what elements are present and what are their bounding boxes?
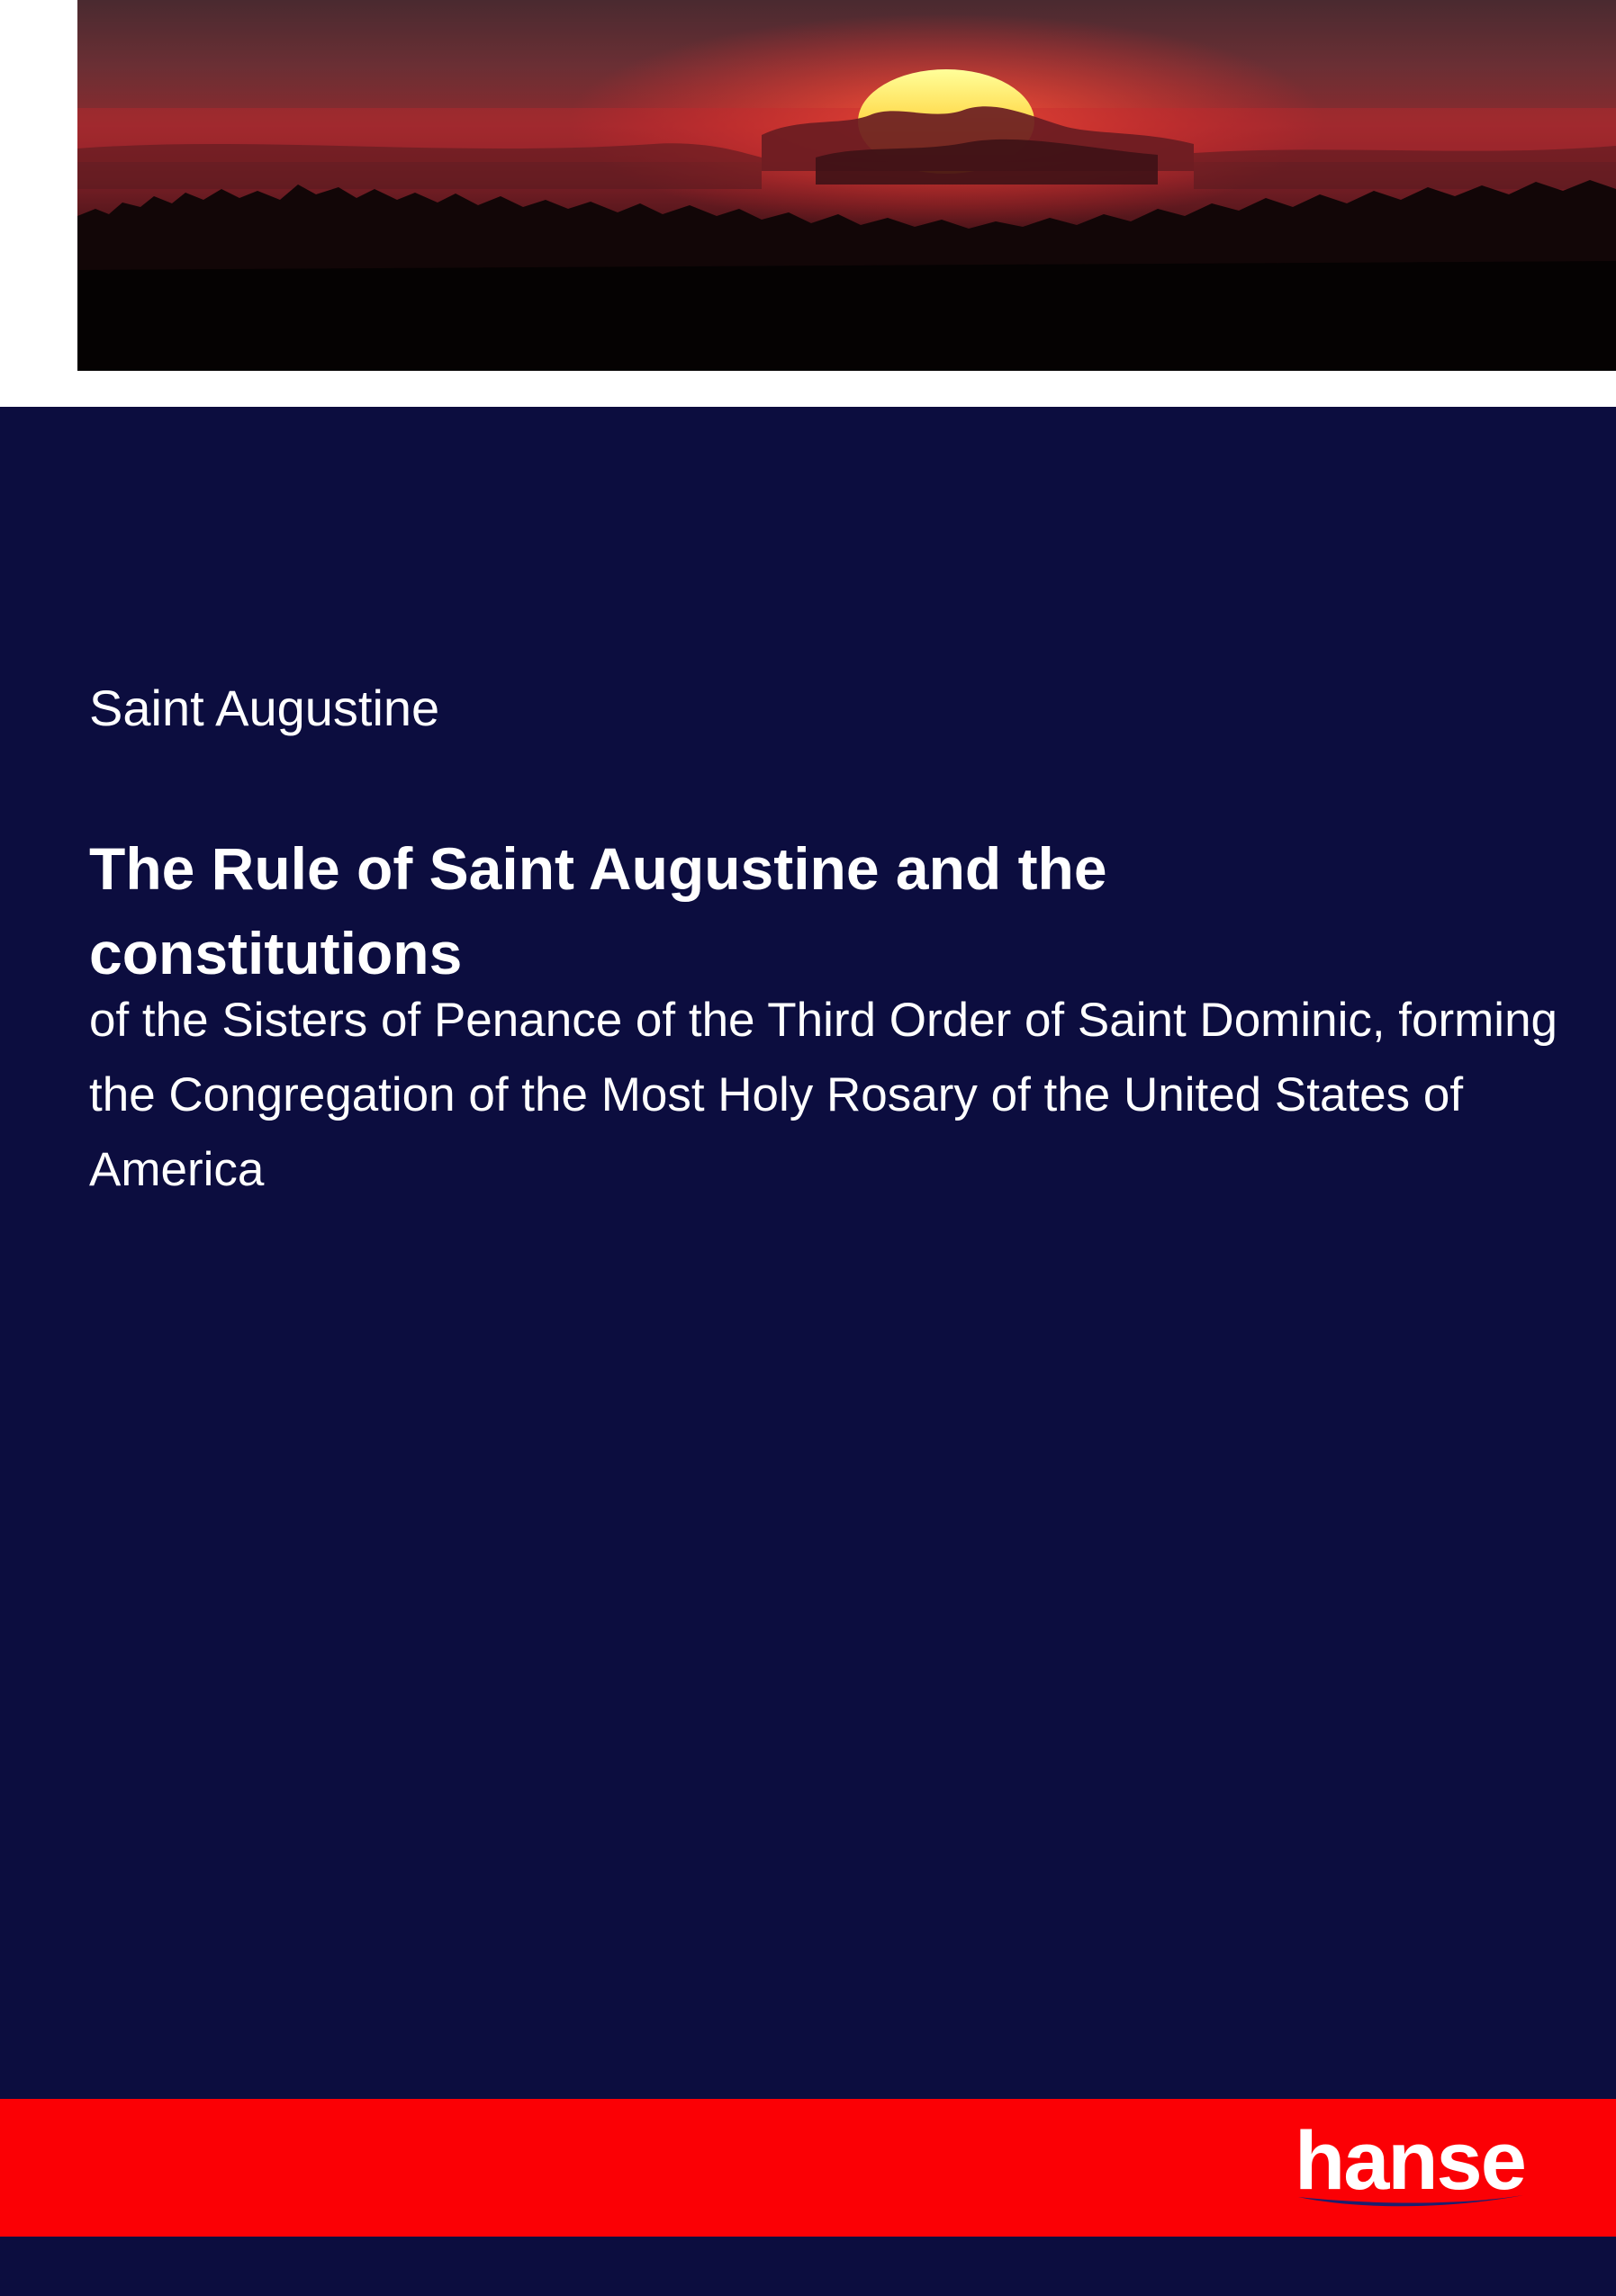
- swoosh-icon: [1295, 2190, 1529, 2211]
- publisher-name: hanse: [1295, 2115, 1525, 2207]
- author-name: Saint Augustine: [89, 680, 440, 736]
- book-subtitle: of the Sisters of Penance of the Third Order of Saint Dominic, forming the Congregation of the Most Holy Rosary of the United States of America: [89, 994, 1558, 1196]
- publisher-logo: [1295, 2115, 1529, 2219]
- cover-background: [0, 407, 1616, 2099]
- sunset-photo: [77, 0, 1616, 371]
- book-title: The Rule of Saint Augustine and the constitutions: [89, 835, 1107, 986]
- sunset-illustration: [77, 0, 1616, 371]
- bottom-strip: [0, 2237, 1616, 2296]
